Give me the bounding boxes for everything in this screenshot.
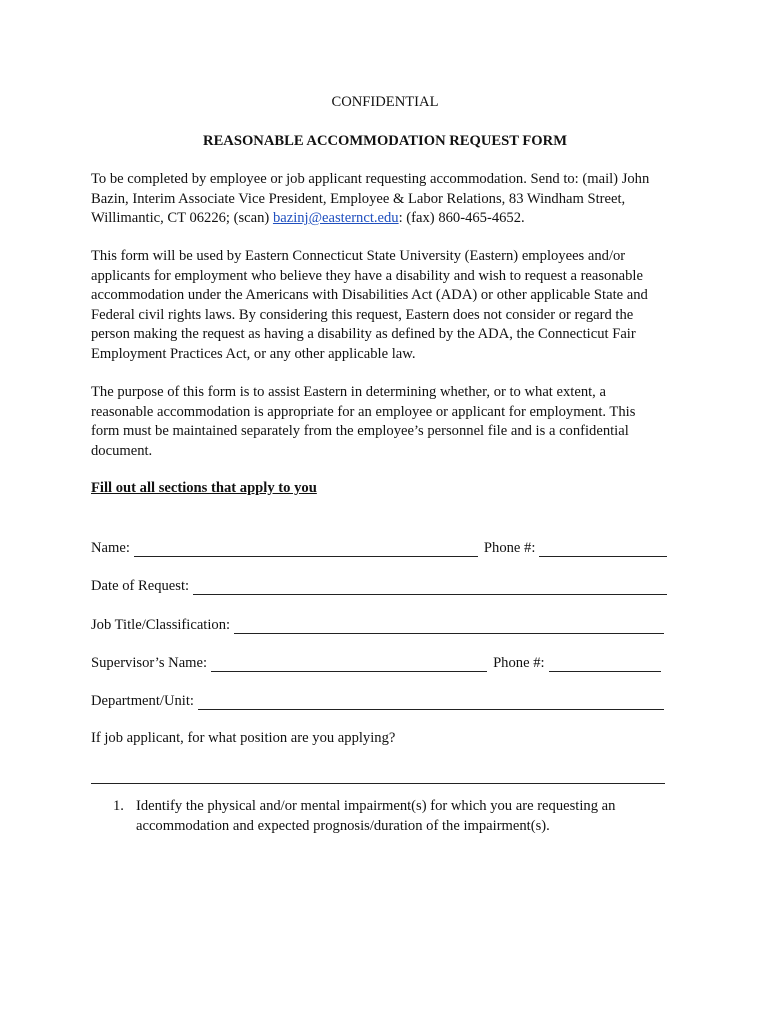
name-row (91, 537, 672, 557)
paragraph-line: Employment Practices Act, or any other applicable law. (91, 345, 416, 362)
form-title: REASONABLE ACCOMMODATION REQUEST FORM (203, 133, 567, 149)
section-1-number: 1. (113, 798, 124, 814)
job-title-field[interactable] (234, 619, 664, 634)
intro-fax-text: : (fax) 860-465-4652. (398, 210, 525, 226)
supervisor-name-field[interactable] (211, 657, 487, 672)
paragraph-line: This form will be used by Eastern Connecticut State University (Eastern) employees and/or (91, 248, 626, 264)
instructions-heading: Fill out all sections that apply to you (91, 480, 317, 496)
purpose-paragraph (91, 247, 691, 364)
confidential-label: CONFIDENTIAL (331, 94, 439, 110)
confidentiality-paragraph (91, 383, 691, 461)
date-field[interactable] (193, 580, 667, 595)
intro-address-text: Willimantic, CT 06226; (scan) (91, 210, 273, 226)
paragraph-line: The purpose of this form is to assist Eastern in determining whether, or to what extent, a (91, 384, 606, 400)
paragraph-line: applicants for employment who believe they have a disability and wish to request a reasonable (91, 267, 643, 284)
section-1-line: Identify the physical and/or mental impairment(s) for which you are requesting an (136, 798, 616, 814)
supervisor-phone-label: Phone #: (493, 655, 545, 671)
paragraph-line: Federal civil rights laws. By considering this request, Eastern does not consider or regard the (91, 306, 634, 323)
date-label: Date of Request: (91, 578, 190, 594)
intro-line (91, 209, 691, 229)
intro-line: Bazin, Interim Associate Vice President, Employee & Labor Relations, 83 Windham Street, (91, 190, 626, 207)
paragraph-line: reasonable accommodation is appropriate for an employee or applicant for employment. This (91, 403, 636, 420)
section-1-line: accommodation and expected prognosis/duration of the impairment(s). (136, 817, 550, 834)
paragraph-line: document. (91, 442, 153, 459)
department-field[interactable] (198, 695, 664, 710)
department-label: Department/Unit: (91, 693, 194, 709)
supervisor-row (91, 652, 670, 672)
applicant-position-field[interactable] (91, 783, 665, 784)
applicant-position-question: If job applicant, for what position are you applying? (91, 730, 396, 746)
supervisor-name-label: Supervisor’s Name: (91, 655, 208, 671)
supervisor-phone-field[interactable] (549, 657, 661, 672)
job-title-row (91, 614, 670, 634)
name-field[interactable] (134, 542, 478, 557)
paragraph-line: person making the request as having a disability as defined by the ADA, the Connecticut Fair (91, 326, 636, 342)
intro-line: To be completed by employee or job applicant requesting accommodation. Send to: (mail) John (91, 171, 650, 187)
phone-label: Phone #: (483, 540, 536, 556)
paragraph-line: accommodation under the Americans with Disabilities Act (ADA) or other applicable State and (91, 287, 648, 303)
section-1-text (136, 797, 676, 836)
email-link[interactable]: bazinj@easternct.edu (272, 210, 399, 226)
paragraph-line: form must be maintained separately from the employee’s personnel file and is a confidential (91, 423, 629, 439)
date-row (91, 575, 672, 595)
job-title-label: Job Title/Classification: (91, 617, 231, 633)
department-row (91, 690, 670, 710)
name-label: Name: (91, 540, 130, 556)
phone-field[interactable] (539, 542, 667, 557)
intro-paragraph (91, 170, 691, 229)
